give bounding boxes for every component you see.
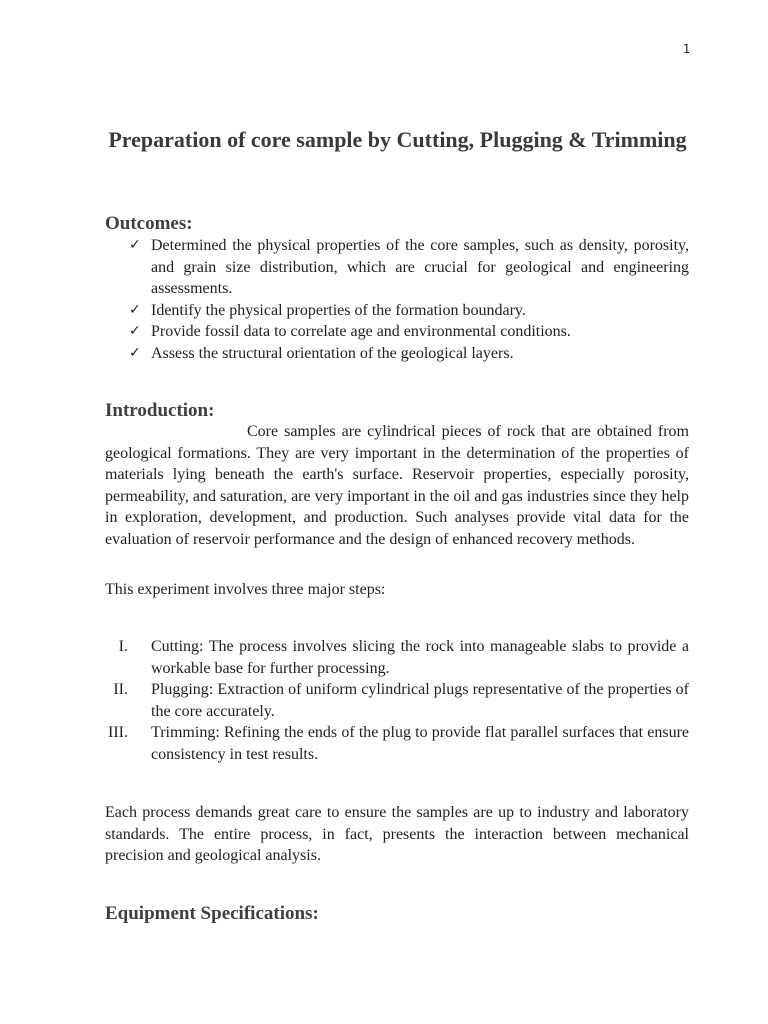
page-title: Preparation of core sample by Cutting, Plugging & Trimming xyxy=(108,127,687,152)
checkmark-icon: ✓ xyxy=(129,301,141,318)
step-text: Cutting: The process involves slicing the rock into manageable slabs to provide a workable base for further processing. xyxy=(151,638,689,677)
checkmark-icon: ✓ xyxy=(129,344,141,361)
outcome-text: Assess the structural orientation of the geological layers. xyxy=(151,344,514,362)
outcome-text: Identify the physical properties of the formation boundary. xyxy=(151,301,526,319)
list-item xyxy=(105,343,689,365)
step-text: Plugging: Extraction of uniform cylindrical plugs representative of the properties of the core accurately. xyxy=(151,681,689,720)
page-number: 1 xyxy=(682,42,690,56)
equipment-heading: Equipment Specifications: xyxy=(105,903,319,924)
roman-numeral: III. xyxy=(108,724,128,741)
closing-paragraph: Each process demands great care to ensure the samples are up to industry and laboratory standards. The entire process, in fact, presents the interaction between mechanical precision and geological analysis. xyxy=(105,804,689,864)
outcomes-list xyxy=(105,235,689,364)
checkmark-icon: ✓ xyxy=(129,323,141,339)
list-item xyxy=(105,300,689,322)
roman-numeral: II. xyxy=(113,681,128,698)
introduction-paragraph xyxy=(105,421,689,550)
introduction-text: Core samples are cylindrical pieces of rock that are obtained from geological formations. They are very important in the determination of the properties of materials lying beneath the earth's surface. Reservoir properties, especially porosity, permeability, and saturation, are very important in the oil and gas industries since they help in exploration, development, and production. Such analyses provide vital data for the evaluation of reservoir performance and the design of enhanced recovery methods. xyxy=(105,423,689,548)
list-item xyxy=(105,636,689,679)
outcome-text: Determined the physical properties of the core samples, such as density, porosity, and grain size distribution, which are crucial for geological and engineering assessments. xyxy=(151,237,689,297)
steps-list xyxy=(105,636,689,765)
step-text: Trimming: Refining the ends of the plug to provide flat parallel surfaces that ensure consistency in test results. xyxy=(151,724,689,763)
steps-intro: This experiment involves three major steps: xyxy=(105,581,386,598)
list-item xyxy=(105,235,689,300)
roman-numeral: I. xyxy=(118,638,128,655)
checkmark-icon: ✓ xyxy=(129,237,141,253)
list-item xyxy=(105,679,689,722)
list-item xyxy=(105,321,689,343)
outcomes-heading: Outcomes: xyxy=(105,213,193,234)
list-item xyxy=(105,722,689,765)
introduction-heading: Introduction: xyxy=(105,400,215,421)
outcome-text: Provide fossil data to correlate age and environmental conditions. xyxy=(151,323,571,340)
